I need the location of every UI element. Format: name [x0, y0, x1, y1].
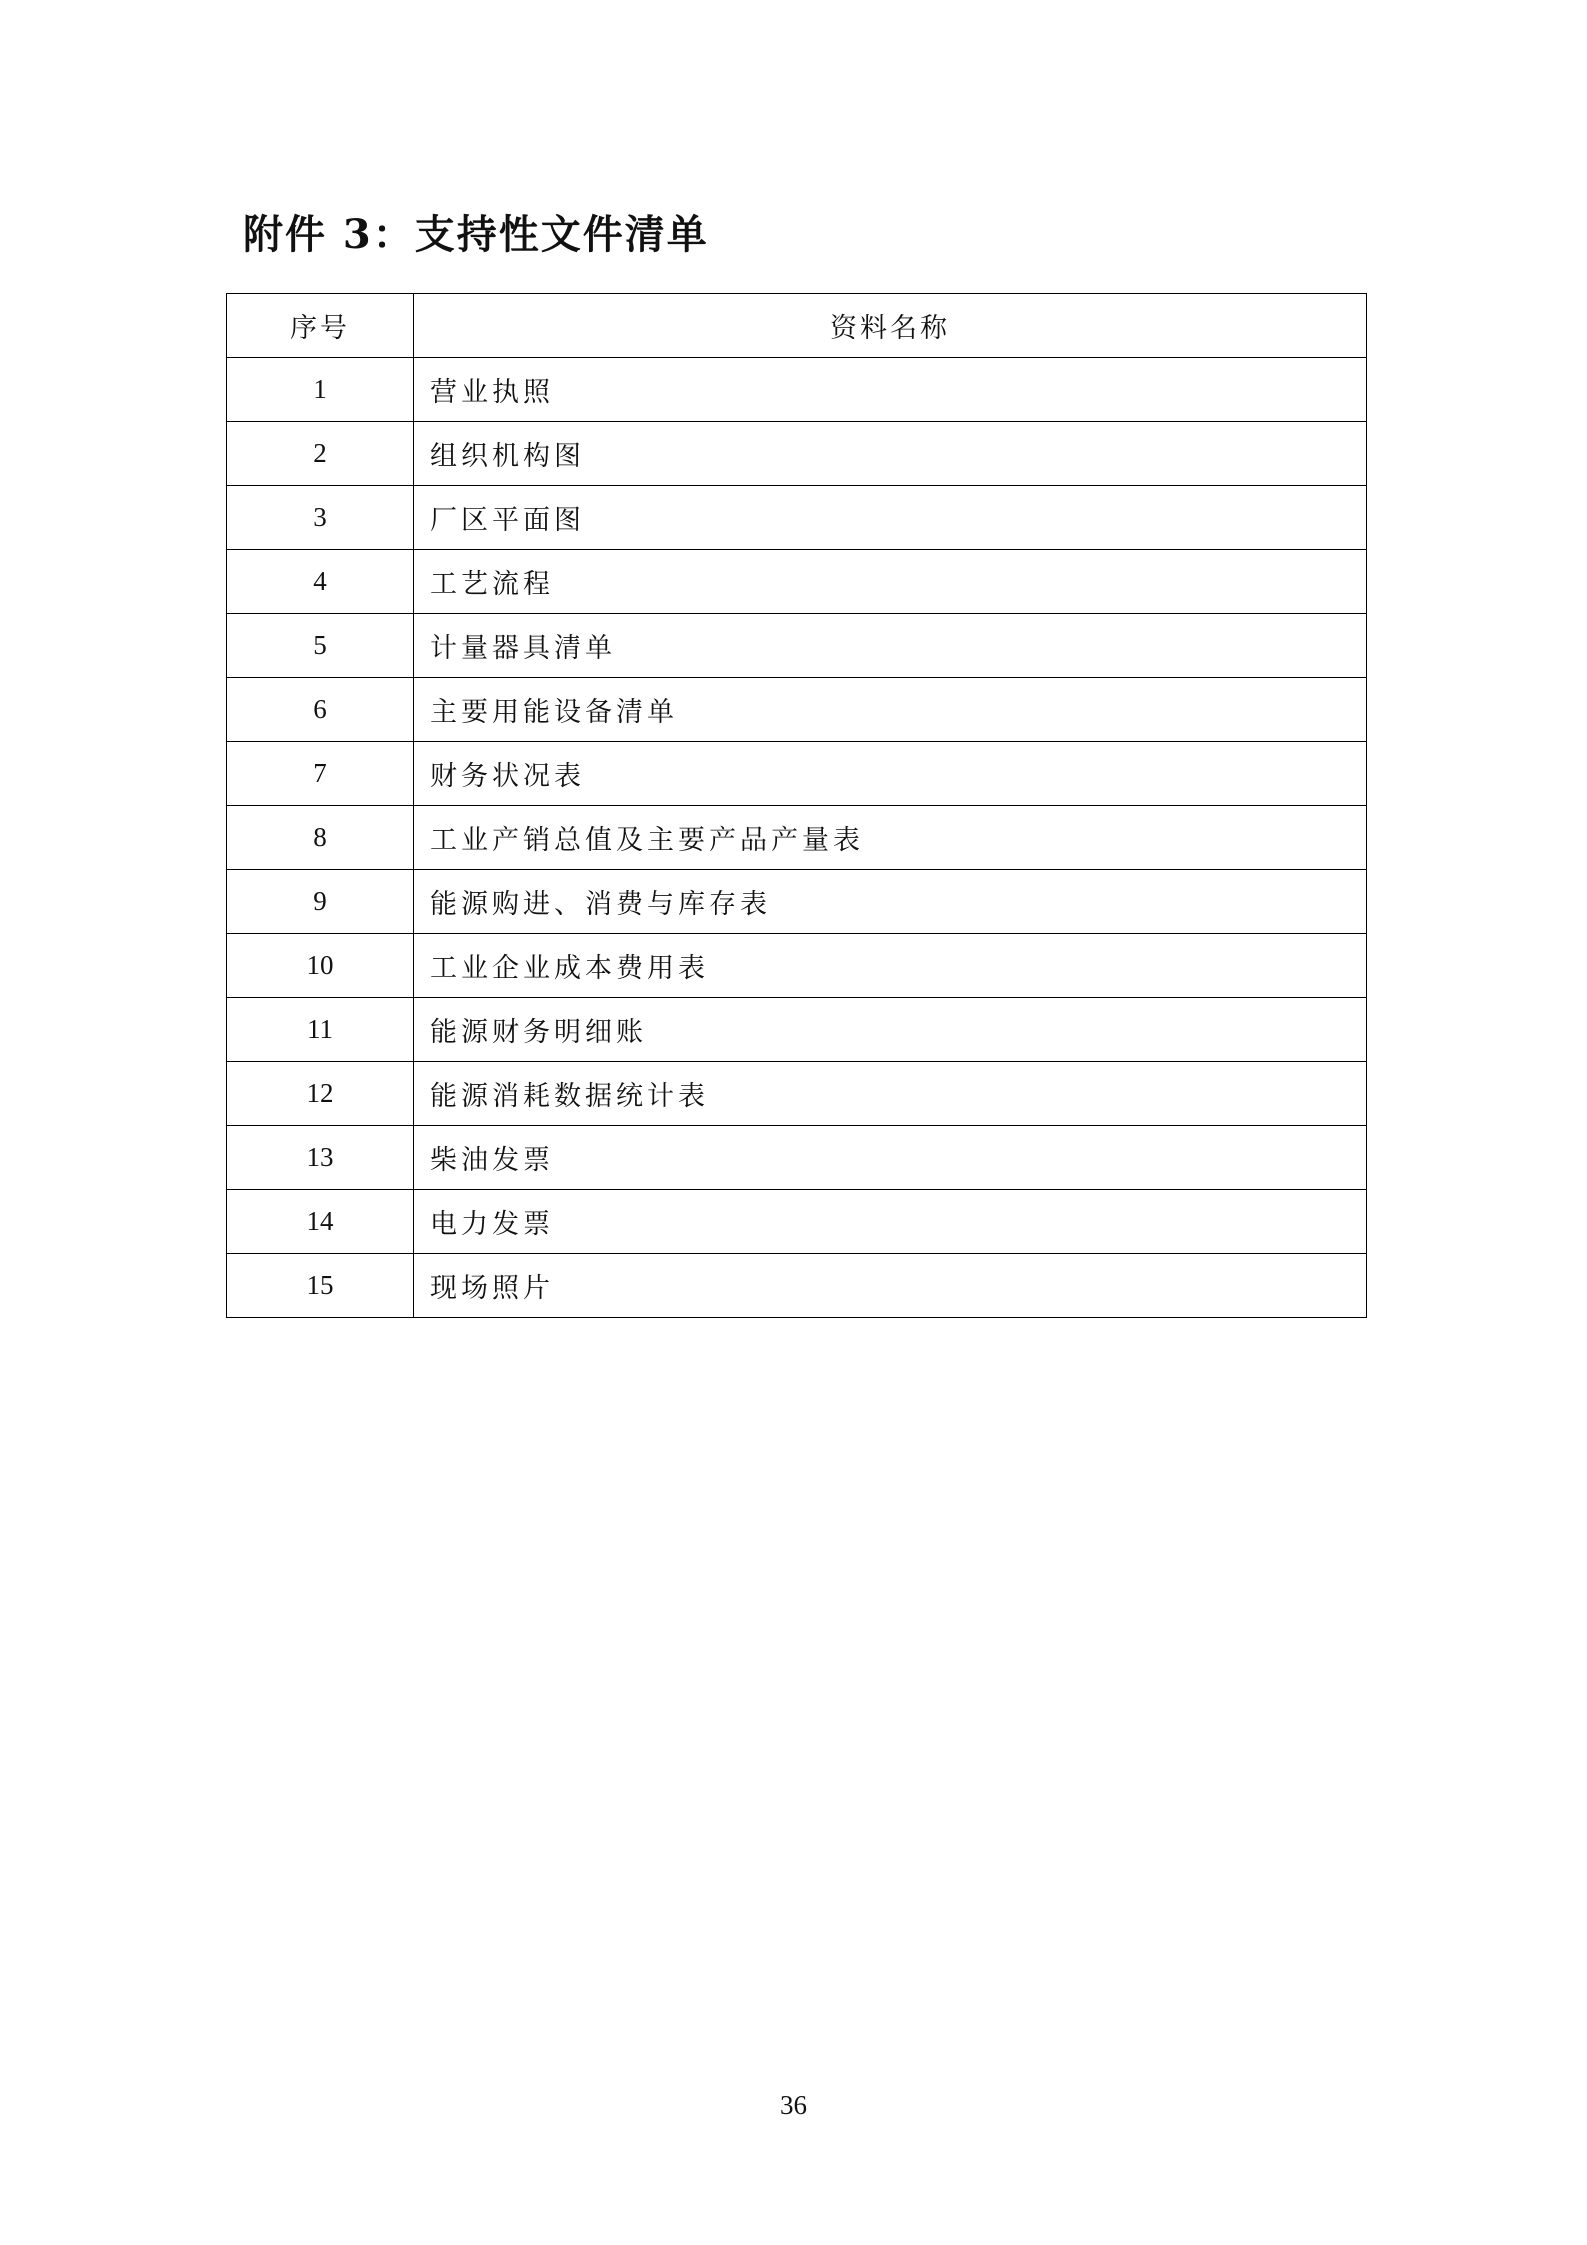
document-name-cell: 电力发票	[414, 1190, 1367, 1254]
document-name-cell: 厂区平面图	[414, 486, 1367, 550]
serial-number-cell: 7	[227, 742, 414, 806]
document-name-cell: 工艺流程	[414, 550, 1367, 614]
serial-number-cell: 12	[227, 1062, 414, 1126]
serial-number-cell: 2	[227, 422, 414, 486]
table-row	[227, 1062, 1367, 1126]
serial-number-cell: 13	[227, 1126, 414, 1190]
serial-number-cell: 3	[227, 486, 414, 550]
serial-number-cell: 4	[227, 550, 414, 614]
header-serial-number: 序号	[227, 294, 414, 358]
serial-number-cell: 10	[227, 934, 414, 998]
table-row	[227, 934, 1367, 998]
document-name-cell: 工业产销总值及主要产品产量表	[414, 806, 1367, 870]
table-row	[227, 1190, 1367, 1254]
serial-number-cell: 6	[227, 678, 414, 742]
table-row	[227, 742, 1367, 806]
document-name-cell: 现场照片	[414, 1254, 1367, 1318]
document-name-cell: 主要用能设备清单	[414, 678, 1367, 742]
table-row	[227, 550, 1367, 614]
table-row	[227, 422, 1367, 486]
table-body	[227, 358, 1367, 1318]
page-number: 36	[780, 2090, 807, 2120]
header-document-name: 资料名称	[414, 294, 1367, 358]
table-row	[227, 1254, 1367, 1318]
document-name-cell: 能源购进、消费与库存表	[414, 870, 1367, 934]
page-title: 附件 3：支持性文件清单	[243, 211, 709, 258]
document-name-cell: 能源消耗数据统计表	[414, 1062, 1367, 1126]
table-row	[227, 806, 1367, 870]
document-name-cell: 柴油发票	[414, 1126, 1367, 1190]
table-row	[227, 678, 1367, 742]
document-name-cell: 财务状况表	[414, 742, 1367, 806]
document-list-table	[226, 293, 1367, 1318]
serial-number-cell: 14	[227, 1190, 414, 1254]
document-name-cell: 营业执照	[414, 358, 1367, 422]
table-row	[227, 358, 1367, 422]
serial-number-cell: 11	[227, 998, 414, 1062]
serial-number-cell: 15	[227, 1254, 414, 1318]
serial-number-cell: 1	[227, 358, 414, 422]
table-row	[227, 998, 1367, 1062]
serial-number-cell: 8	[227, 806, 414, 870]
table-row	[227, 870, 1367, 934]
document-name-cell: 计量器具清单	[414, 614, 1367, 678]
table-header-row	[227, 294, 1367, 358]
table-row	[227, 486, 1367, 550]
serial-number-cell: 9	[227, 870, 414, 934]
document-name-cell: 能源财务明细账	[414, 998, 1367, 1062]
document-name-cell: 工业企业成本费用表	[414, 934, 1367, 998]
serial-number-cell: 5	[227, 614, 414, 678]
table-row	[227, 614, 1367, 678]
table-row	[227, 1126, 1367, 1190]
document-name-cell: 组织机构图	[414, 422, 1367, 486]
